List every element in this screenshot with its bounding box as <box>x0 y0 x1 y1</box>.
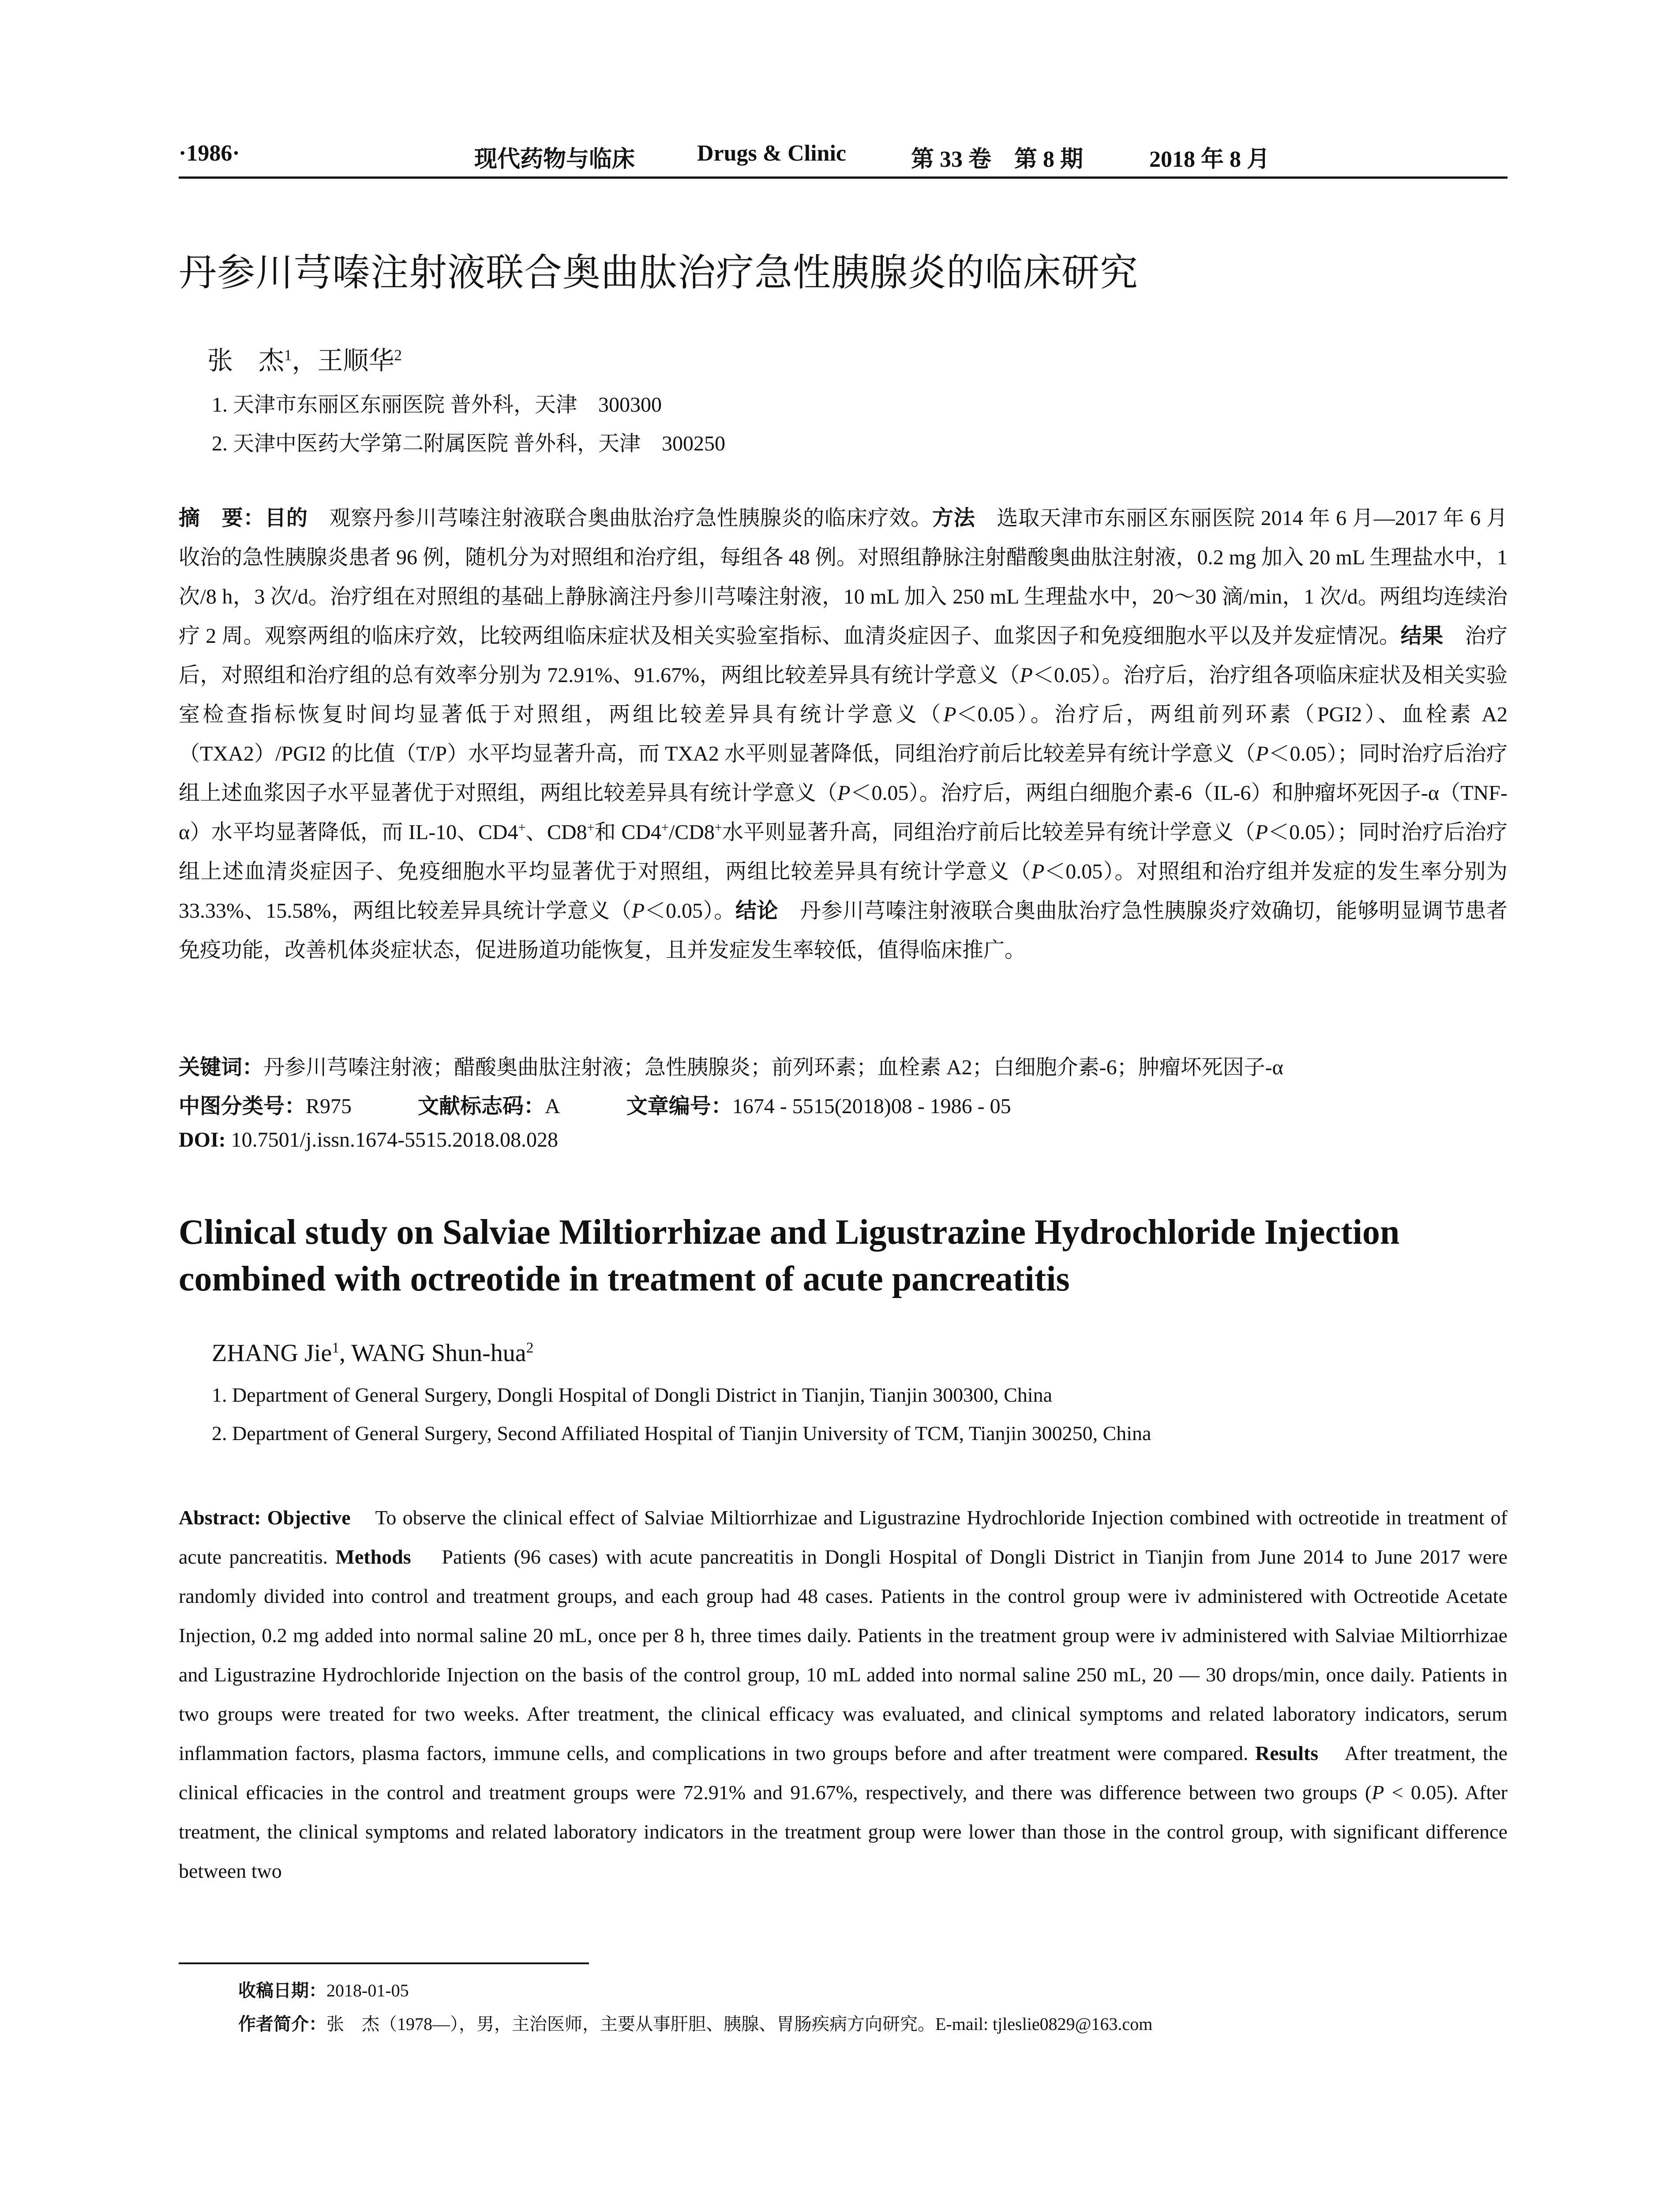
cn-abstract-label: 摘 要： <box>179 506 265 530</box>
received-date <box>238 1977 409 2002</box>
volume-issue: 第 33 卷 第 8 期 <box>911 147 1084 172</box>
cn-author-2-affil: 2 <box>394 346 402 364</box>
cn-methods-text: 选取天津市东丽区东丽医院 2014 年 6 月—2017 年 6 月收治的急性胰腺炎患者 96 例，随机分为对照组和治疗组，每组各 48 例。对照组静脉注射醋酸奥曲肽注射液，0.2 mg 加入 20 mL 生理盐水中，1 次/8 h，3 次/d。治疗组在对照组的基础上静脉滴注丹参川芎嗪注射液，10 mL 加入 250 mL 生理盐水中，20～30 滴/min，1 次/d。两组均连续治疗 2 周。观察两组的临床疗效，比较两组临床症状及相关实验室指标、血清炎症因子、血浆因子和免疫细胞水平以及并发症情况。 <box>179 506 1508 648</box>
doi-label: DOI: <box>179 1128 226 1152</box>
cn-keywords <box>179 1050 1283 1080</box>
cn-conclusion-heading: 结论 <box>735 898 779 923</box>
doc-code-value: A <box>545 1095 560 1118</box>
en-author-1-affil: 1 <box>332 1339 339 1356</box>
page-number: ·1986· <box>179 141 240 166</box>
cn-abstract <box>179 499 1508 970</box>
clc-value: R975 <box>306 1095 352 1118</box>
cn-keywords-text: 丹参川芎嗪注射液；醋酸奥曲肽注射液；急性胰腺炎；前列环素；血栓素 A2；白细胞介素-6；肿瘤坏死因子-α <box>263 1056 1283 1079</box>
bio-label: 作者简介： <box>238 2014 326 2034</box>
cn-author-separator: ， <box>292 346 318 375</box>
en-affiliation-1: 1. Department of General Surgery, Dongli Hospital of Dongli District in Tianjin, Tianjin 300300, China <box>212 1384 1053 1406</box>
cn-author-1-affil: 1 <box>284 346 292 364</box>
received-value: 2018-01-05 <box>326 1981 409 2000</box>
cn-keywords-label: 关键词： <box>179 1055 264 1080</box>
en-results-text: After treatment, the clinical efficacies in the control and treatment groups were 72.91% and 91.67%, respectively, and there was difference between two groups (P < 0.05). After treatment, the clinical symptoms and related laboratory indicators in the treatment group were lower than those in the control group, with significant difference between two <box>179 1742 1508 1882</box>
en-authors <box>212 1339 533 1367</box>
en-abstract <box>179 1498 1508 1891</box>
cn-affiliation-1: 1. 天津市东丽区东丽医院 普外科，天津 300300 <box>212 393 662 416</box>
footnote-rule <box>179 1962 589 1964</box>
cn-affiliation-2: 2. 天津中医药大学第二附属医院 普外科，天津 300250 <box>212 432 726 455</box>
journal-name-en: Drugs & Clinic <box>697 141 846 166</box>
received-label: 收稿日期： <box>238 1981 326 2001</box>
en-author-2-affil: 2 <box>526 1339 534 1356</box>
bio-text: 张 杰（1978—），男，主治医师，主要从事肝胆、胰腺、胃肠疾病方向研究。E-mail: tjleslie0829@163.com <box>326 2014 1153 2034</box>
cn-author-2: 王顺华 <box>317 346 394 375</box>
cn-results-heading: 结果 <box>1400 623 1444 648</box>
cn-methods-heading: 方法 <box>932 506 975 530</box>
article-no-value: 1674 - 5515(2018)08 - 1986 - 05 <box>732 1095 1011 1118</box>
cn-authors <box>207 340 402 377</box>
en-author-separator: , <box>339 1339 351 1367</box>
en-author-2: WANG Shun-hua <box>351 1339 526 1367</box>
issue-date: 2018 年 8 月 <box>1149 147 1270 172</box>
en-objective-text: To observe the clinical effect of Salviae Miltiorrhizae and Ligustrazine Hydrochloride Injection combined with octreotide in treatment of acute pancreatitis. <box>179 1506 1508 1568</box>
en-abstract-label: Abstract: <box>179 1506 261 1529</box>
en-title: Clinical study on Salviae Miltiorrhizae and Ligustrazine Hydrochloride Injection combined with octreotide in treatment of acute pancreatitis <box>179 1213 1400 1298</box>
cn-objective-heading: 目的 <box>265 506 308 530</box>
en-methods-text: Patients (96 cases) with acute pancreatitis in Dongli Hospital of Dongli District in Tianjin from June 2014 to June 2017 were randomly divided into control and treatment groups, and each group had 48 cases. Patients in the control group were iv administered with Octreotide Acetate Injection, 0.2 mg added into normal saline 20 mL, once per 8 h, three times daily. Patients in the treatment group were iv administered with Salviae Miltiorrhizae and Ligustrazine Hydrochloride Injection on the basis of the control group, 10 mL added into normal saline 250 mL, 20 — 30 drops/min, once daily. Patients in two groups were treated for two weeks. After treatment, the clinical efficacy was evaluated, and clinical symptoms and related laboratory indicators, serum inflammation factors, plasma factors, immune cells, and complications in two groups before and after treatment were compared. <box>179 1546 1508 1764</box>
clc-label: 中图分类号： <box>179 1094 306 1118</box>
article-no-label: 文章编号： <box>626 1094 732 1118</box>
cn-author-1: 张 杰 <box>207 346 285 375</box>
en-objective-heading: Objective <box>267 1506 351 1529</box>
cn-conclusion-text: 丹参川芎嗪注射液联合奥曲肽治疗急性胰腺炎疗效确切，能够明显调节患者免疫功能，改善机体炎症状态，促进肠道功能恢复，且并发症发生率较低，值得临床推广。 <box>179 899 1508 962</box>
cn-classification-line <box>179 1089 1011 1119</box>
cn-title: 丹参川芎嗪注射液联合奥曲肽治疗急性胰腺炎的临床研究 <box>179 251 1138 295</box>
journal-name-cn: 现代药物与临床 <box>474 147 635 172</box>
doi-value: 10.7501/j.issn.1674-5515.2018.08.028 <box>231 1128 559 1152</box>
header-rule <box>179 176 1508 179</box>
cn-results-text: 治疗后，对照组和治疗组的总有效率分别为 72.91%、91.67%，两组比较差异具有统计学意义（P＜0.05）。治疗后，治疗组各项临床症状及相关实验室检查指标恢复时间均显著低于对照组，两组比较差异具有统计学意义（P＜0.05）。治疗后，两组前列环素（PGI2）、血栓素 A2（TXA2）/PGI2 的比值（T/P）水平均显著升高，而 TXA2 水平则显著降低，同组治疗前后比较差异有统计学意义（P＜0.05）；同时治疗后治疗组上述血浆因子水平显著优于对照组，两组比较差异具有统计学意义（P＜0.05）。治疗后，两组白细胞介素-6（IL-6）和肿瘤坏死因子-α（TNF-α）水平均显著降低，而 IL-10、CD4+、CD8+和 CD4+/CD8+水平则显著升高，同组治疗前后比较差异有统计学意义（P＜0.05）；同时治疗后治疗组上述血清炎症因子、免疫细胞水平均显著优于对照组，两组比较差异具有统计学意义（P＜0.05）。对照组和治疗组并发症的发生率分别为 33.33%、15.58%，两组比较差异具统计学意义（P＜0.05）。 <box>179 624 1508 923</box>
en-affiliation-2: 2. Department of General Surgery, Second Affiliated Hospital of Tianjin University of TCM, Tianjin 300250, China <box>212 1422 1151 1444</box>
en-methods-heading: Methods <box>335 1546 411 1568</box>
doc-code-label: 文献标志码： <box>418 1094 545 1118</box>
en-author-1: ZHANG Jie <box>212 1339 332 1367</box>
author-bio <box>238 2010 1152 2035</box>
en-results-heading: Results <box>1255 1742 1319 1764</box>
cn-objective-text: 观察丹参川芎嗪注射液联合奥曲肽治疗急性胰腺炎的临床疗效。 <box>329 506 932 530</box>
doi-line <box>179 1128 558 1152</box>
